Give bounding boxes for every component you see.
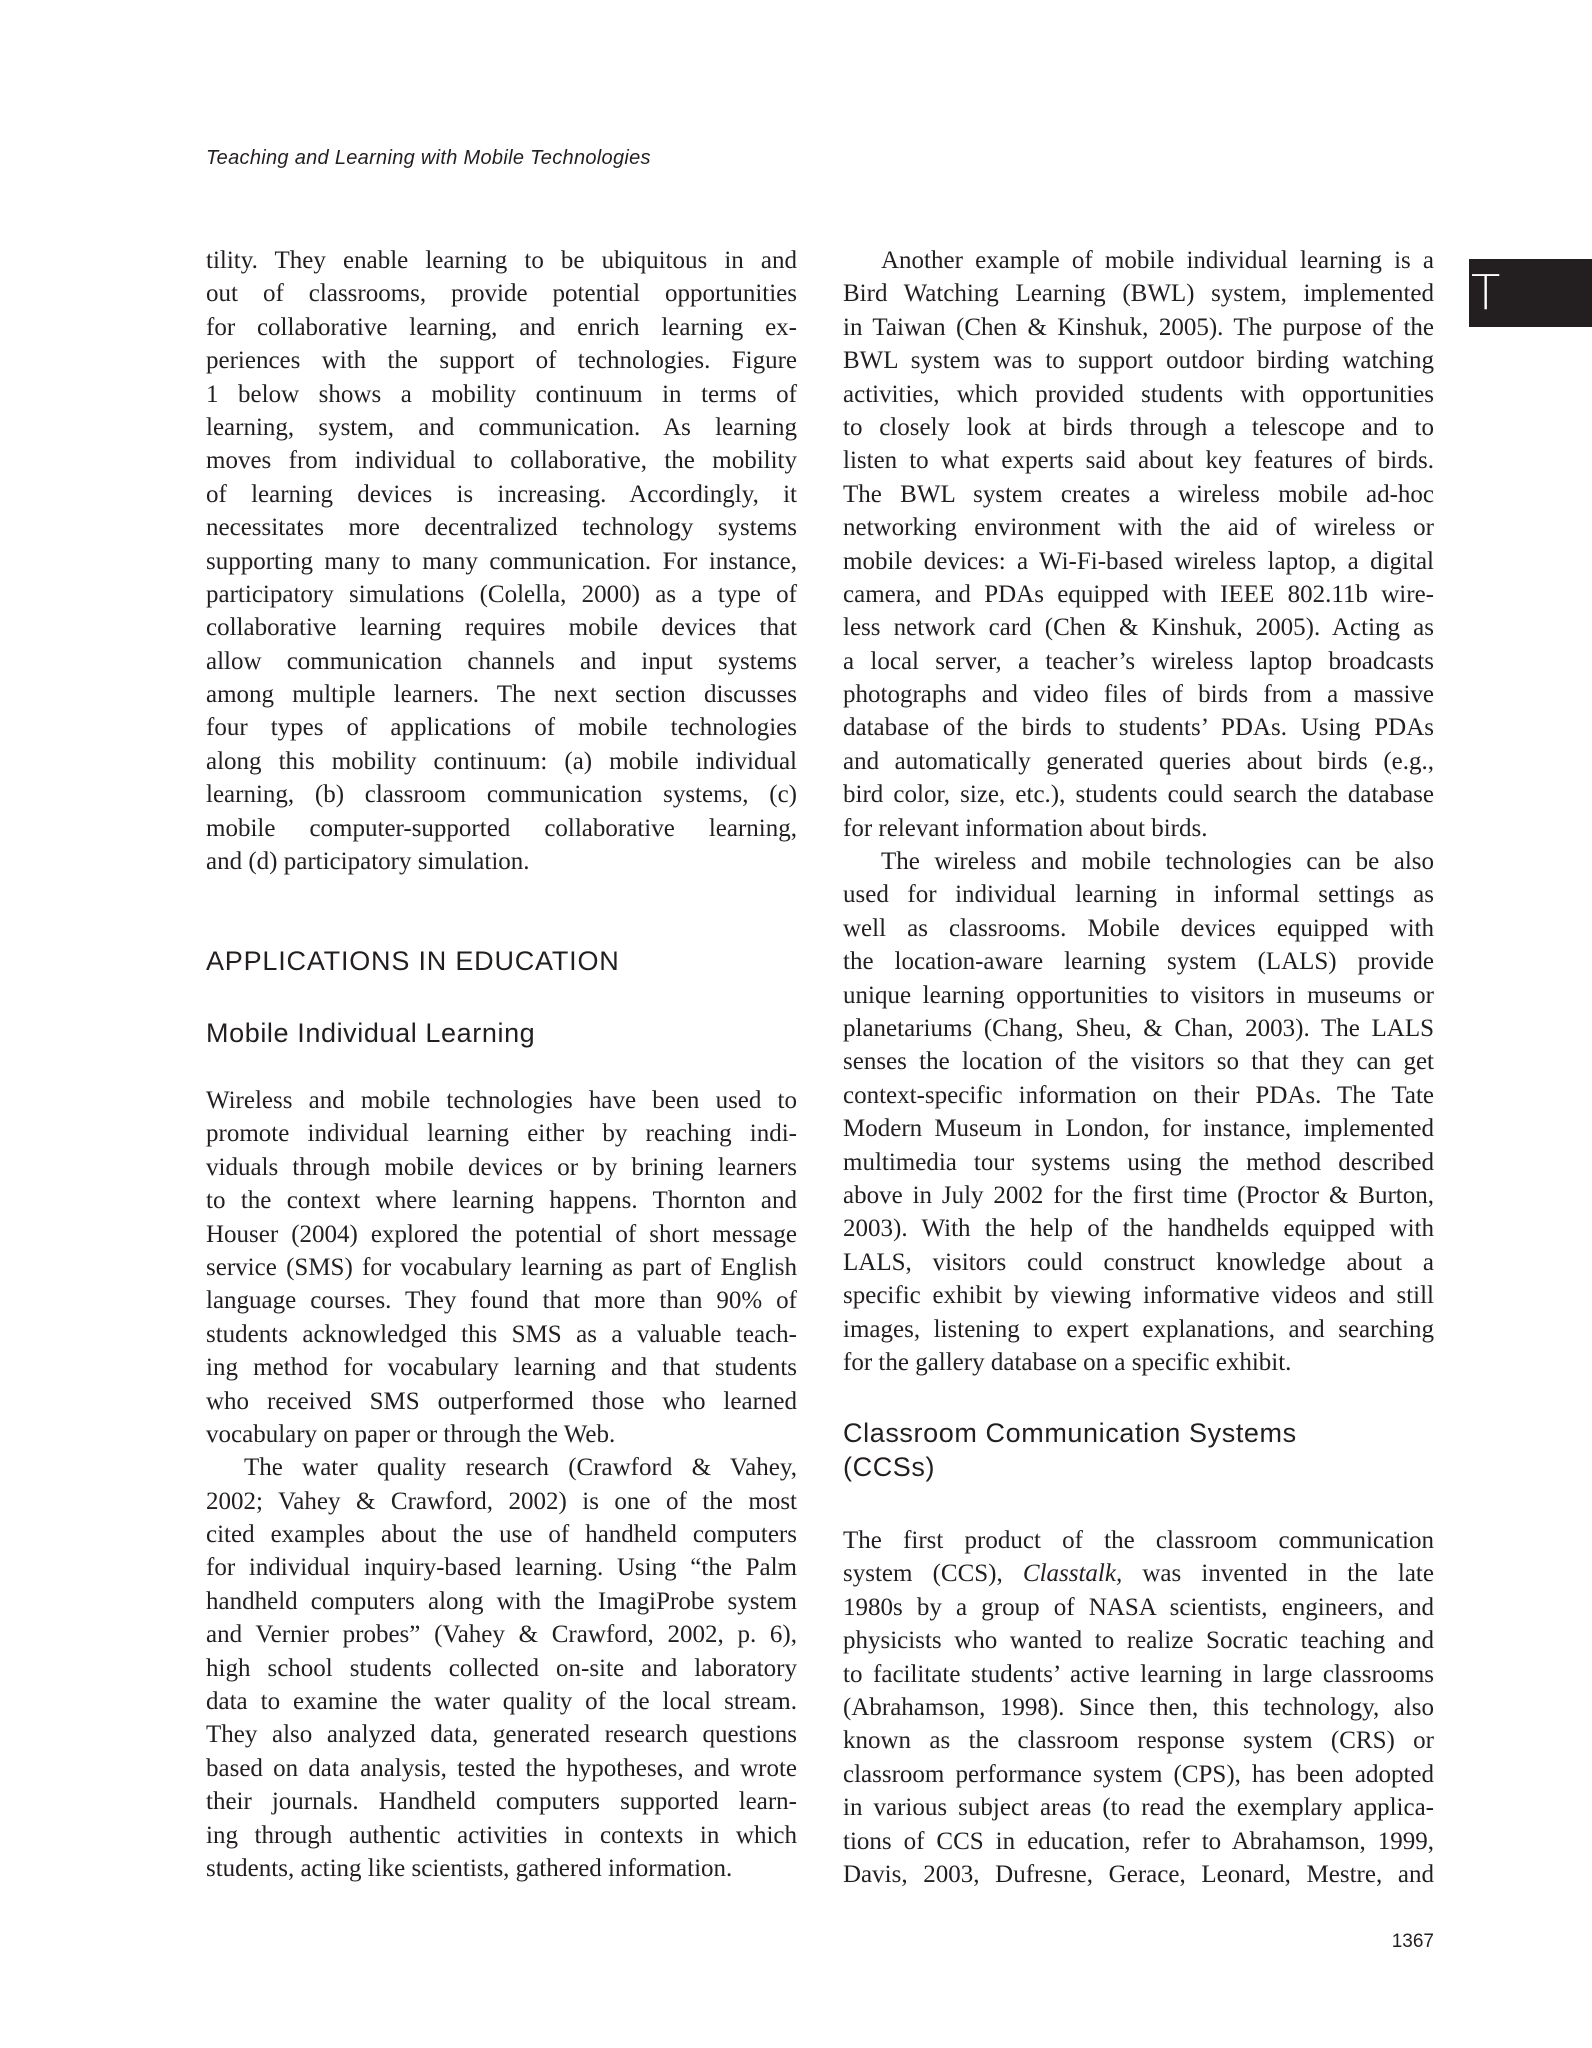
text-line: They also analyzed data, generated research questions	[206, 1721, 797, 1749]
text-line: promote individual learning either by reaching indi-	[206, 1120, 797, 1148]
text-line: Another example of mobile individual learning is a	[881, 247, 1434, 274]
text-line: ing through authentic activities in contexts in which	[206, 1821, 797, 1849]
text-line: to facilitate students’ active learning in large classrooms	[843, 1660, 1434, 1688]
paragraph	[206, 1084, 797, 1451]
text-line: unique learning opportunities to visitors in museums or	[843, 981, 1434, 1009]
running-header: Teaching and Learning with Mobile Technologies	[206, 147, 651, 169]
text-line: physicists who wanted to realize Socratic teaching and	[843, 1627, 1434, 1655]
text-line: moves from individual to collaborative, the mobility	[206, 447, 797, 475]
text-line: and Vernier probes” (Vahey & Crawford, 2002, p. 6),	[206, 1621, 797, 1649]
text-line: along this mobility continuum: (a) mobile individual	[206, 747, 797, 775]
text-line: among multiple learners. The next section discusses	[206, 681, 797, 709]
text-line: four types of applications of mobile technologies	[206, 714, 797, 742]
text-line: in Taiwan (Chen & Kinshuk, 2005). The purpose of the	[843, 313, 1434, 341]
subsection-heading-ccs-line1: Classroom Communication Systems	[843, 1418, 1297, 1448]
section-tab-letter: T	[1471, 265, 1501, 321]
text-line: 1 below shows a mobility continuum in terms of	[206, 380, 797, 408]
text-line: tility. They enable learning to be ubiquitous in and	[206, 247, 797, 274]
text-line: camera, and PDAs equipped with IEEE 802.11b wire-	[843, 580, 1434, 608]
text-line: classroom performance system (CPS), has been adopted	[843, 1760, 1434, 1788]
text-line: language courses. They found that more than 90% of	[206, 1287, 797, 1315]
subsection-heading-ccs-line2: (CCSs)	[843, 1452, 936, 1482]
text-line: cited examples about the use of handheld computers	[206, 1521, 797, 1549]
text-line: Houser (2004) explored the potential of short message	[206, 1220, 797, 1248]
section-tab	[1469, 259, 1592, 327]
text-line: to the context where learning happens. Thornton and	[206, 1187, 797, 1215]
text-line: collaborative learning requires mobile devices that	[206, 614, 797, 642]
text-line: less network card (Chen & Kinshuk, 2005). Acting as	[843, 614, 1434, 642]
text-line: to closely look at birds through a telescope and to	[843, 413, 1434, 441]
text-line: service (SMS) for vocabulary learning as part of English	[206, 1253, 797, 1281]
text-line: a local server, a teacher’s wireless laptop broadcasts	[843, 647, 1434, 675]
text-line: The first product of the classroom communication	[843, 1527, 1434, 1554]
italic-term: Classtalk,	[1022, 1560, 1123, 1588]
text-line: for individual inquiry-based learning. Using “the Palm	[206, 1554, 797, 1582]
section-heading: APPLICATIONS IN EDUCATION	[206, 946, 620, 976]
text-line: bird color, size, etc.), students could search the database	[843, 781, 1434, 809]
text-line: photographs and video files of birds from a massive	[843, 681, 1434, 709]
text-line: images, listening to expert explanations, and searching	[843, 1315, 1434, 1343]
text-line: necessitates more decentralized technology systems	[206, 514, 797, 542]
text-line: in various subject areas (to read the exemplary applica-	[843, 1794, 1434, 1822]
text-segment: system (CCS),	[843, 1560, 1023, 1588]
text-line: periences with the support of technologies. Figure	[206, 347, 797, 375]
text-line: mobile devices: a Wi-Fi-based wireless laptop, a digital	[843, 547, 1434, 575]
paragraph	[843, 1524, 1434, 1891]
text-line: who received SMS outperformed those who learned	[206, 1387, 797, 1415]
text-line: Bird Watching Learning (BWL) system, implemented	[843, 280, 1434, 308]
text-line: Davis, 2003, Dufresne, Gerace, Leonard, Mestre, and	[843, 1860, 1434, 1888]
text-line: ing method for vocabulary learning and that students	[206, 1354, 797, 1382]
text-line: viduals through mobile devices or by brining learners	[206, 1153, 797, 1181]
text-line: The water quality research (Crawford & Vahey,	[244, 1454, 797, 1482]
page-number: 1367	[1391, 1931, 1434, 1952]
text-line: mobile computer-supported collaborative learning,	[206, 814, 797, 842]
text-line: their journals. Handheld computers supported learn-	[206, 1788, 797, 1816]
text-line: LALS, visitors could construct knowledge about a	[843, 1248, 1434, 1276]
text-line: the location-aware learning system (LALS) provide	[843, 948, 1434, 976]
right-column-bottom-text	[843, 1524, 1434, 1891]
text-line: high school students collected on-site and laboratory	[206, 1654, 797, 1682]
text-line: allow communication channels and input systems	[206, 647, 797, 675]
text-line: participatory simulations (Colella, 2000) as a type of	[206, 580, 797, 608]
paragraph	[843, 845, 1434, 1379]
text-line: activities, which provided students with opportunities	[843, 380, 1434, 408]
left-column-top-text	[206, 244, 797, 878]
text-line: tions of CCS in education, refer to Abrahamson, 1999,	[843, 1827, 1434, 1855]
text-line: students acknowledged this SMS as a valuable teach-	[206, 1320, 797, 1348]
text-line: senses the location of the visitors so that they can get	[843, 1048, 1434, 1076]
text-line: used for individual learning in informal settings as	[843, 881, 1434, 909]
text-line: out of classrooms, provide potential opportunities	[206, 280, 797, 308]
text-line: and automatically generated queries about birds (e.g.,	[843, 747, 1434, 775]
text-segment: was invented in the late	[1122, 1560, 1434, 1588]
text-line: Modern Museum in London, for instance, implemented	[843, 1115, 1434, 1143]
subsection-heading-ccs	[843, 1416, 1297, 1484]
left-column-bottom-text	[206, 1084, 797, 1885]
text-line: data to examine the water quality of the local stream.	[206, 1688, 797, 1716]
text-line: learning, (b) classroom communication systems, (c)	[206, 781, 797, 809]
text-line: 2003). With the help of the handhelds equipped with	[843, 1215, 1434, 1243]
paragraph	[843, 244, 1434, 845]
text-line: based on data analysis, tested the hypotheses, and wrote	[206, 1754, 797, 1782]
text-line: for collaborative learning, and enrich learning ex-	[206, 313, 797, 341]
text-line: networking environment with the aid of wireless or	[843, 514, 1434, 542]
text-line: multimedia tour systems using the method described	[843, 1148, 1434, 1176]
text-line: vocabulary on paper or through the Web.	[206, 1420, 616, 1448]
text-line: database of the birds to students’ PDAs. Using PDAs	[843, 714, 1434, 742]
text-line: The wireless and mobile technologies can be also	[881, 848, 1434, 876]
text-line	[843, 1557, 1434, 1590]
text-line: well as classrooms. Mobile devices equipped with	[843, 914, 1434, 942]
text-line: for relevant information about birds.	[843, 814, 1208, 842]
text-line: students, acting like scientists, gathered information.	[206, 1854, 733, 1882]
text-line: for the gallery database on a specific exhibit.	[843, 1348, 1292, 1376]
text-line: handheld computers along with the ImagiProbe system	[206, 1587, 797, 1615]
text-line: and (d) participatory simulation.	[206, 848, 530, 876]
text-line: 1980s by a group of NASA scientists, engineers, and	[843, 1593, 1434, 1621]
subsection-heading-mobile-individual-learning: Mobile Individual Learning	[206, 1018, 536, 1048]
text-line: The BWL system creates a wireless mobile ad-hoc	[843, 480, 1434, 508]
text-line: learning, system, and communication. As learning	[206, 413, 797, 441]
text-line: (Abrahamson, 1998). Since then, this technology, also	[843, 1693, 1434, 1721]
text-line: of learning devices is increasing. Accordingly, it	[206, 480, 797, 508]
text-line: specific exhibit by viewing informative videos and still	[843, 1282, 1434, 1310]
paragraph	[206, 1451, 797, 1885]
right-column-top-text	[843, 244, 1434, 1379]
text-line: listen to what experts said about key features of birds.	[843, 447, 1434, 475]
text-line: BWL system was to support outdoor birding watching	[843, 347, 1434, 375]
text-line: 2002; Vahey & Crawford, 2002) is one of the most	[206, 1487, 797, 1515]
text-line: context-specific information on their PDAs. The Tate	[843, 1081, 1434, 1109]
text-line: Wireless and mobile technologies have been used to	[206, 1087, 797, 1114]
text-line: supporting many to many communication. For instance,	[206, 547, 797, 575]
paragraph	[206, 244, 797, 878]
text-line: above in July 2002 for the first time (Proctor & Burton,	[843, 1181, 1434, 1209]
text-line: planetariums (Chang, Sheu, & Chan, 2003). The LALS	[843, 1014, 1434, 1042]
text-line: known as the classroom response system (CRS) or	[843, 1727, 1434, 1755]
